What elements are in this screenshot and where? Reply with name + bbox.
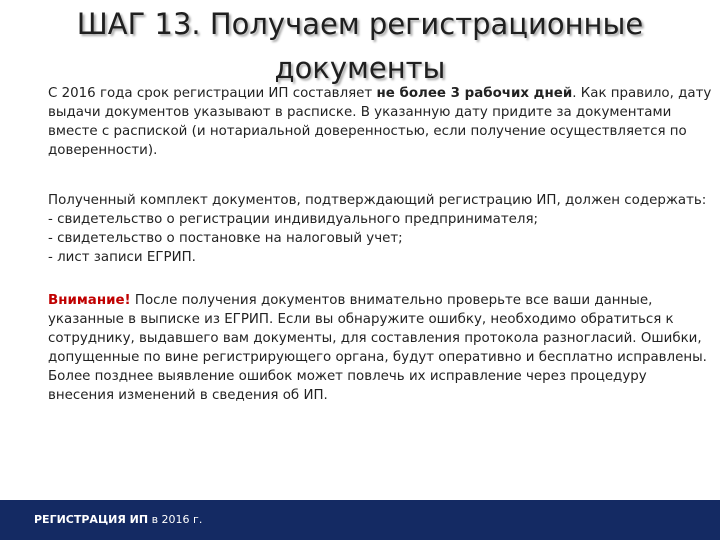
spacer bbox=[48, 267, 712, 291]
warning-label: Внимание! bbox=[48, 293, 131, 308]
spacer bbox=[48, 160, 712, 191]
slide-body bbox=[48, 84, 712, 405]
term-text-start: С 2016 года срок регистрации ИП составляет bbox=[48, 86, 377, 101]
footer-caption bbox=[34, 513, 202, 526]
slide-title-line-2: документы bbox=[274, 51, 446, 85]
term-text-end: . Как правило, дату выдачи документов указывают в расписке. В указанную дату придите за документами вместе с распиской (и нотариальной доверенностью, если получение осуществляется по доверенности). bbox=[48, 86, 712, 158]
term-highlight: не более 3 рабочих дней bbox=[376, 86, 573, 101]
warning-paragraph bbox=[48, 291, 712, 405]
documents-list-paragraph bbox=[48, 191, 712, 267]
slide-title bbox=[0, 2, 720, 90]
footer-year: в 2016 г. bbox=[148, 513, 203, 526]
document-item: - свидетельство о регистрации индивидуального предпринимателя; bbox=[48, 212, 539, 227]
footer-bar bbox=[0, 500, 720, 540]
documents-intro: Полученный комплект документов, подтверждающий регистрацию ИП, должен содержать: bbox=[48, 193, 707, 208]
registration-term-paragraph bbox=[48, 84, 712, 160]
warning-text: После получения документов внимательно проверьте все ваши данные, указанные в выписке из ЕГРИП. Если вы обнаружите ошибку, необходимо обратиться к сотруднику, выдавшего вам документы, для составления протокола разногласий. Ошибки, допущенные по вине регистрирующего органа, будут оперативно и бесплатно исправлены. Более позднее выявление ошибок может повлечь их исправление через процедуру внесения изменений в сведения об ИП. bbox=[48, 293, 707, 403]
document-item: - лист записи ЕГРИП. bbox=[48, 250, 196, 265]
document-item: - свидетельство о постановке на налоговый учет; bbox=[48, 231, 403, 246]
footer-label: РЕГИСТРАЦИЯ ИП bbox=[34, 513, 149, 526]
slide-title-line-1: ШАГ 13. Получаем регистрационные bbox=[76, 7, 644, 41]
